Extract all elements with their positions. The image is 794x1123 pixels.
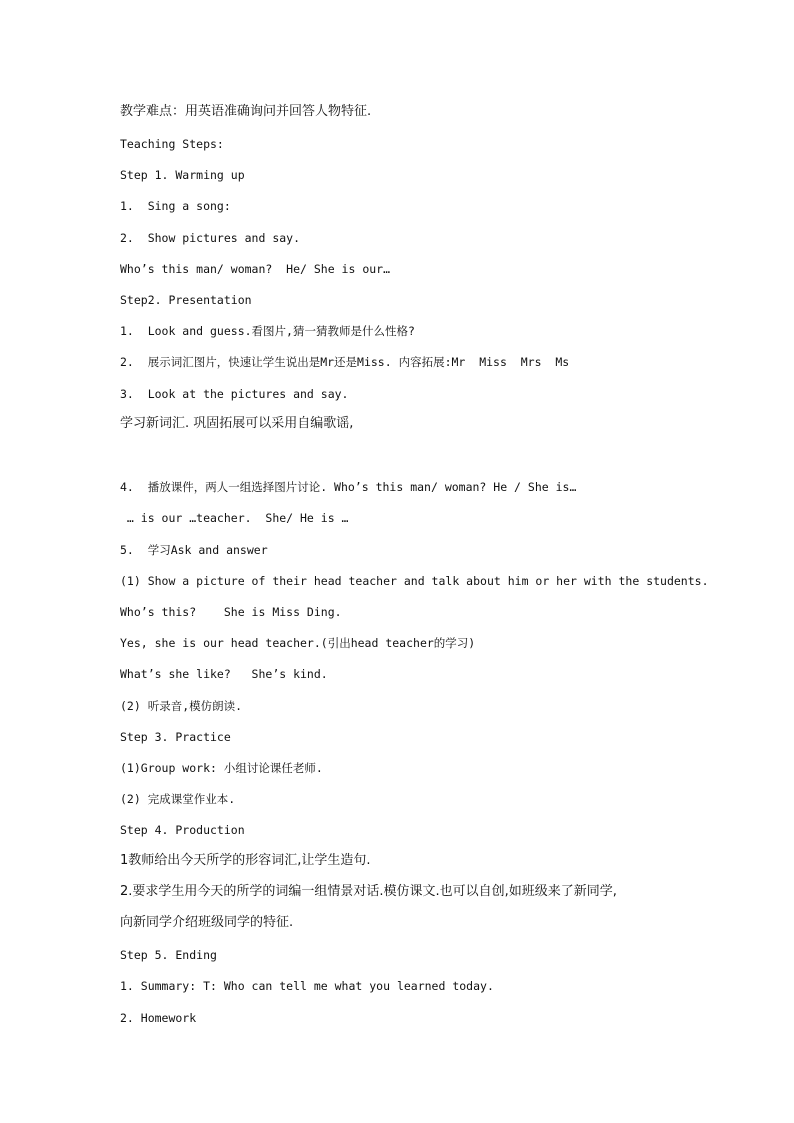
step5-heading: Step 5. Ending [120,948,217,962]
step4-heading: Step 4. Production [120,823,245,837]
dialogue-yes: Yes, she is our head teacher.(引出head teacher的学习) [120,636,476,650]
step5-item-2: 2. Homework [120,1011,197,1025]
step5-item-1: 1. Summary: T: Who can tell me what you learned today. [120,979,494,993]
step1-item-2: 2. Show pictures and say. [120,231,301,245]
step2-item-1: 1. Look and guess.看图片,猜一猜教师是什么性格? [120,324,415,338]
step3-item-1: (1)Group work: 小组讨论课任老师. [120,761,323,775]
step4-item-2: 2.要求学生用今天的所学的词编一组情景对话.模仿课文.也可以自创,如班级来了新同学, [120,884,617,899]
step3-item-2: (2) 完成课堂作业本. [120,792,236,806]
step3-heading: Step 3. Practice [120,730,231,744]
step2-item-3: 3. Look at the pictures and say. [120,387,349,401]
vocab-note-line: 学习新词汇. 巩固拓展可以采用自编歌谣, [120,416,354,431]
dialogue-line: Who’s this man/ woman? He/ She is our… [120,262,391,276]
step4-item-2-cont: 向新同学介绍班级同学的特征. [120,915,294,930]
step2-item-4-cont: … is our …teacher. She/ He is … [120,511,349,525]
step2-item-4: 4. 播放课件，两人一组选择图片讨论. Who’s this man/ woman? He / She is… [120,480,577,494]
teaching-difficulty-line: 教学难点：用英语准确询问并回答人物特征. [120,104,372,119]
step1-item-1: 1. Sing a song: [120,199,231,213]
step2-heading: Step2. Presentation [120,293,252,307]
step4-item-1: 1教师给出今天所学的形容词汇,让学生造句. [120,853,371,868]
step1-heading: Step 1. Warming up [120,168,245,182]
sub-item-2: (2) 听录音,模仿朗读. [120,699,243,713]
step2-item-2: 2. 展示词汇图片，快速让学生说出是Mr还是Miss. 内容拓展:Mr Miss Mrs Ms [120,355,570,369]
sub-item-1: (1) Show a picture of their head teacher and talk about him or her with the students. [120,574,709,588]
step2-item-5: 5. 学习Ask and answer [120,543,268,557]
dialogue-who: Who’s this? She is Miss Ding. [120,605,342,619]
teaching-steps-heading: Teaching Steps: [120,137,224,151]
dialogue-what: What’s she like? She’s kind. [120,667,328,681]
